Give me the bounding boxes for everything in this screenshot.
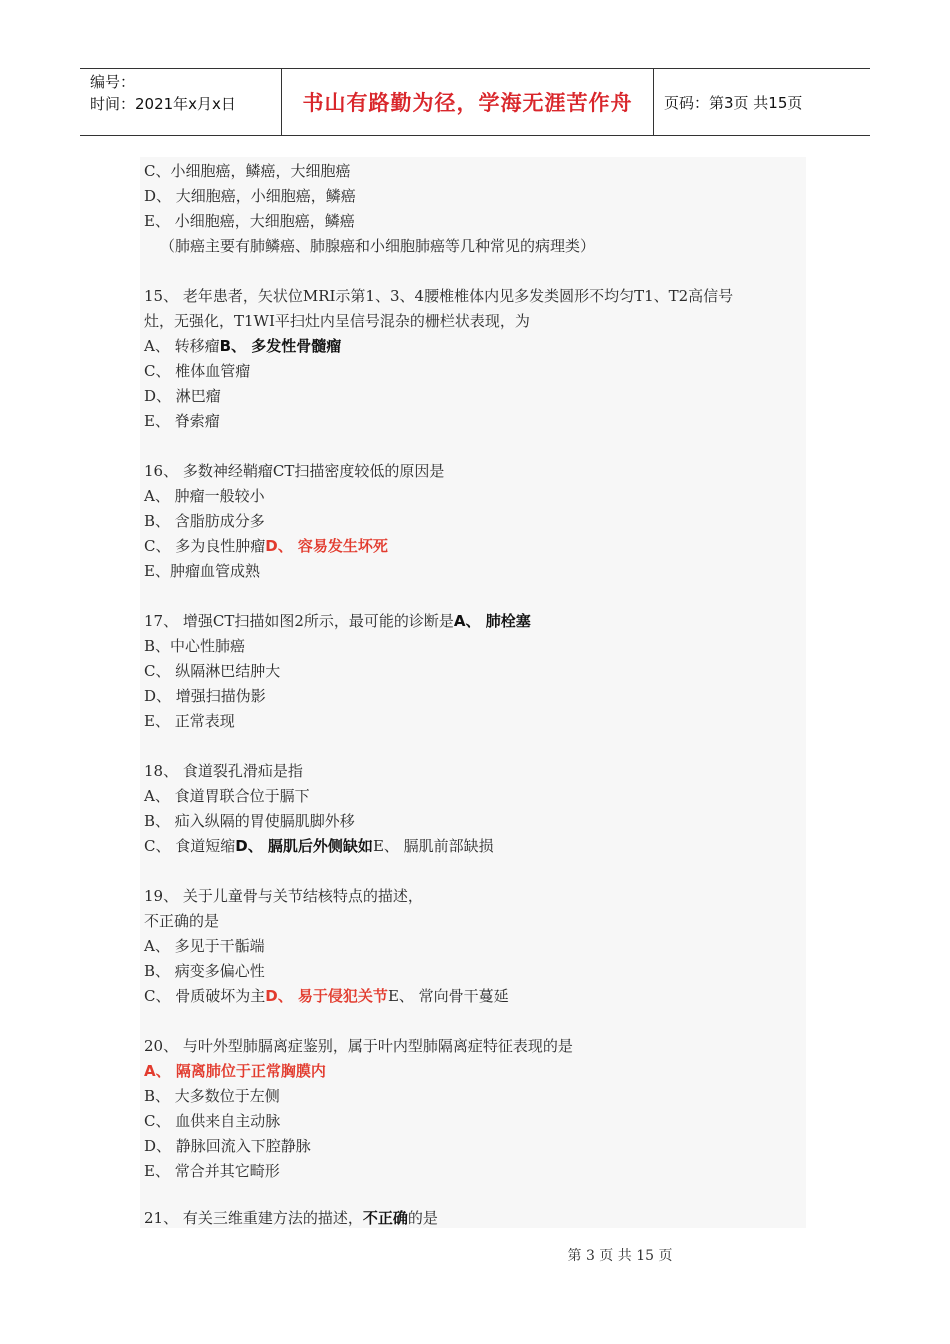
question-16: 16、 多数神经鞘瘤CT扫描密度较低的原因是 (144, 462, 445, 480)
option-line (144, 834, 494, 859)
option-line: E、 小细胞癌，大细胞癌，鳞癌 (144, 212, 355, 230)
question-21-text: 21、 有关三维重建方法的描述， (144, 1209, 363, 1227)
option-line: B、 疝入纵隔的胃使膈肌脚外移 (144, 812, 355, 830)
option-line: B、 病变多偏心性 (144, 962, 265, 980)
answer-option: D、 易于侵犯关节 (265, 987, 388, 1005)
option-c: C、 多为良性肿瘤 (144, 537, 266, 555)
option-line: B、 大多数位于左侧 (144, 1087, 280, 1105)
header-meta (80, 69, 282, 135)
option-line: D、 增强扫描伪影 (144, 687, 266, 705)
header-motto: 书山有路勤为径，学海无涯苦作舟 (282, 69, 654, 135)
option-line (144, 984, 509, 1009)
option-line: E、 常合并其它畸形 (144, 1162, 280, 1180)
option-e: E、 膈肌前部缺损 (372, 837, 494, 855)
option-line: D、 大细胞癌，小细胞癌，鳞癌 (144, 187, 356, 205)
header-page-number: 页码：第3页 共15页 (664, 93, 803, 112)
option-c: C、 骨质破坏为主 (144, 987, 266, 1005)
option-line (144, 534, 388, 559)
header-number: 编号： (90, 73, 136, 91)
option-line: C、 纵隔淋巴结肿大 (144, 662, 281, 680)
option-line: D、 淋巴瘤 (144, 387, 221, 405)
option-line: C、 血供来自主动脉 (144, 1112, 281, 1130)
option-line: A、 多见于干骺端 (144, 937, 265, 955)
answer-option: D、 膈肌后外侧缺如 (235, 837, 373, 855)
question-21 (144, 1206, 438, 1228)
page-footer: 第 3 页 共 15 页 (567, 1248, 673, 1264)
option-line: E、肿瘤血管成熟 (144, 562, 260, 580)
option-line: A、 食道胃联合位于膈下 (144, 787, 310, 805)
answer-option: D、 容易发生坏死 (265, 537, 388, 555)
question-17 (144, 609, 531, 634)
question-19-cont: 不正确的是 (144, 912, 220, 930)
header-time: 时间：2021年x月x日 (90, 95, 236, 113)
option-line: E、 脊索瘤 (144, 412, 220, 430)
question-20: 20、 与叶外型肺膈离症鉴别，属于叶内型肺隔离症特征表现的是 (144, 1037, 573, 1055)
question-15: 15、 老年患者，矢状位MRI示第1、3、4腰椎椎体内见多发类圆形不均匀T1、T2高信号 (144, 287, 734, 305)
answer-option: B、 多发性骨髓瘤 (219, 337, 342, 355)
option-line: D、 静脉回流入下腔静脉 (144, 1137, 311, 1155)
option-line: C、小细胞癌，鳞癌，大细胞癌 (144, 162, 351, 180)
question-15-cont: 灶，无强化，T1WI平扫灶内呈信号混杂的栅栏状表现，为 (144, 312, 530, 330)
page-header (80, 68, 870, 136)
option-c: C、 食道短缩 (144, 837, 236, 855)
question-18: 18、 食道裂孔滑疝是指 (144, 762, 303, 780)
option-line: B、中心性肺癌 (144, 637, 246, 655)
option-line: B、 含脂肪成分多 (144, 512, 265, 530)
explanation-note: （肺癌主要有肺鳞癌、肺腺癌和小细胞肺癌等几种常见的病理类） (160, 237, 596, 255)
question-17-text: 17、 增强CT扫描如图2所示，最可能的诊断是 (144, 612, 454, 630)
question-21-tail: 的是 (407, 1209, 438, 1227)
answer-option: A、 隔离肺位于正常胸膜内 (144, 1062, 326, 1080)
answer-option: A、 肺栓塞 (453, 612, 531, 630)
option-line: C、 椎体血管瘤 (144, 362, 251, 380)
option-line (144, 334, 341, 359)
option-line: A、 肿瘤一般较小 (144, 487, 265, 505)
option-line: E、 正常表现 (144, 712, 235, 730)
question-19: 19、 关于儿童骨与关节结核特点的描述， (144, 887, 423, 905)
option-a: A、 转移瘤 (144, 337, 220, 355)
document-body (140, 157, 806, 1228)
emphasis-text: 不正确 (362, 1209, 408, 1227)
option-e: E、 常向骨干蔓延 (387, 987, 509, 1005)
